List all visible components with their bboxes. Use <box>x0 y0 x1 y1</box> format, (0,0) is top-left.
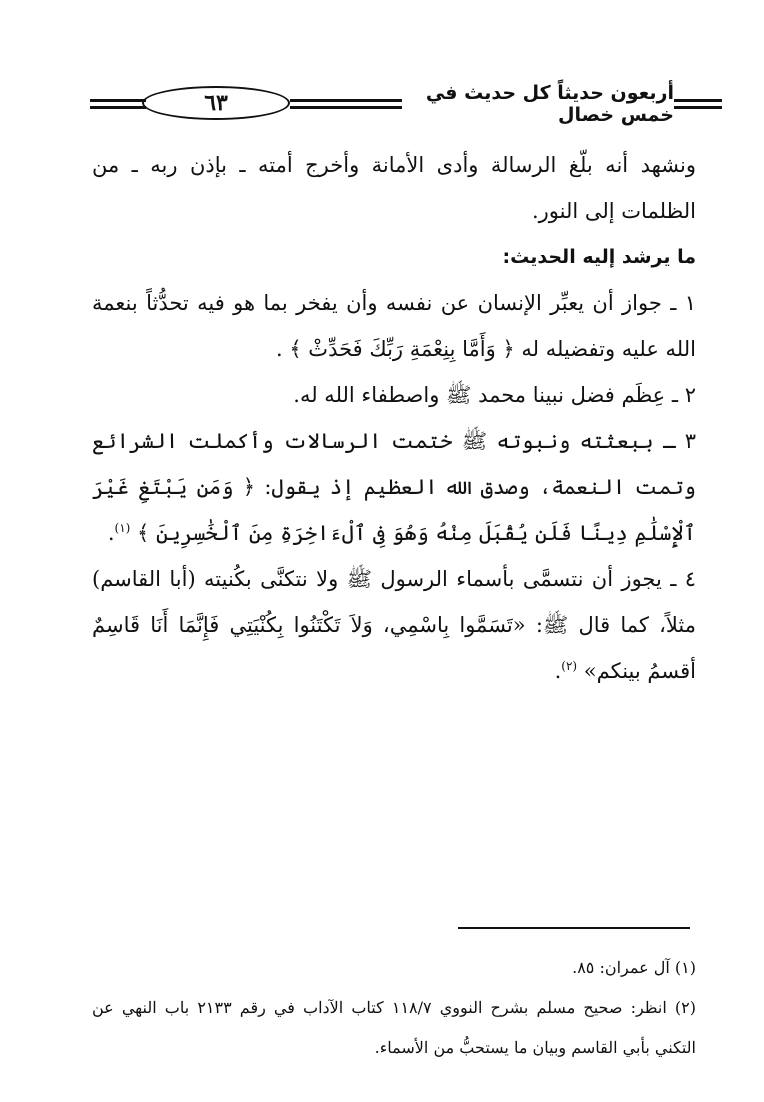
header-rule <box>90 99 146 102</box>
point-1-end: . <box>275 337 290 361</box>
point-2: ٢ ـ عِظَم فضل نبينا محمد ﷺ واصطفاء الله له. <box>293 383 696 407</box>
footnote-ref: (٢) <box>561 659 578 673</box>
running-title: أربعون حديثاً كل حديث في خمس خصال <box>425 82 674 126</box>
header-rule <box>290 106 402 109</box>
point-3 <box>92 418 696 556</box>
footnote-1: (١) آل عمران: ٨٥. <box>572 958 696 977</box>
quran-quote: ﴿ وَمَن يَبْتَغِ غَيْرَ ٱلْإِسْلَٰمِ دِينًا فَلَن يُقْبَلَ مِنْهُ وَهُوَ فِى ٱلْءَاخِرَةِ مِنَ ٱلْخَٰسِرِينَ ﴾ <box>92 475 696 545</box>
point-4-end: . <box>554 659 562 683</box>
page-header <box>90 84 722 124</box>
page-number: ٦٣ <box>142 86 290 120</box>
header-rule <box>290 99 402 102</box>
hadith-quote: «تَسَمَّوا بِاسْمِي، وَلاَ تَكْتَنُوا بِكُنْيَتِي فَإِنَّمَا أَنَا قَاسِمٌ أقسمُ بينكم» <box>92 613 696 683</box>
footnote-ref: (١) <box>114 521 131 535</box>
header-rule <box>674 106 722 109</box>
footnotes <box>92 948 696 1068</box>
point-4-text: ٤ ـ يجوز أن نتسمَّى بأسماء الرسول ﷺ ولا نتكنَّى بكُنيته (أبا القاسم) مثلاً، كما قال ﷺ: <box>92 567 696 637</box>
point-4 <box>92 556 696 694</box>
section-heading: ما يرشد إليه الحديث: <box>502 246 696 268</box>
header-rule <box>674 99 722 102</box>
header-rule <box>90 106 146 109</box>
footnote-2: (٢) انظر: صحيح مسلم بشرح النووي ١١٨/٧ كتاب الآداب في رقم ٢١٣٣ باب النهي عن التكني بأبي القاسم وبيان ما يستحبُّ من الأسماء. <box>92 998 697 1057</box>
quran-quote: ﴿ وَأَمَّا بِنِعْمَةِ رَبِّكَ فَحَدِّثْ ﴾ <box>289 337 515 361</box>
body-text <box>92 142 696 694</box>
point-3-text: ٣ ـ ببعثته ونبوته ﷺ ختمت الرسالات وأكملت الشرائع وتمت النعمة، وصدق الله العظيم إذ يقول: <box>92 429 696 499</box>
point-3-end: . <box>107 521 115 545</box>
point-1-text: ١ ـ جواز أن يعبِّر الإنسان عن نفسه وأن يفخر بما هو فيه تحدُّثاً بنعمة الله عليه وتفضيله له <box>92 291 696 361</box>
intro-paragraph: ونشهد أنه بلّغ الرسالة وأدى الأمانة وأخرج أمته ـ بإذن ربه ـ من الظلمات إلى النور. <box>92 153 696 223</box>
point-1 <box>92 280 696 372</box>
footnote-separator <box>458 927 690 929</box>
